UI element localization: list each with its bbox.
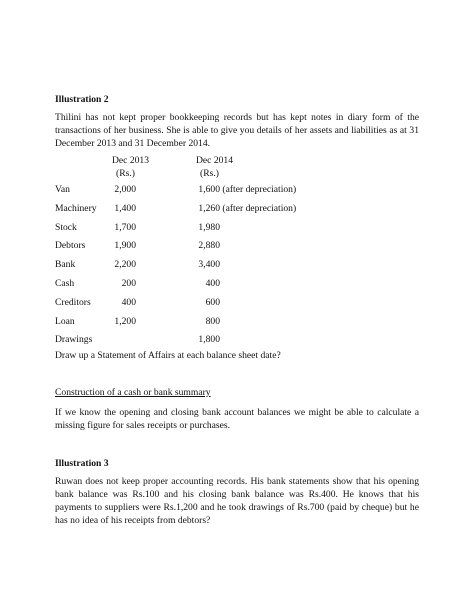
row-value-2013: 1,700: [114, 221, 136, 233]
col-2013-title: Dec 2013: [112, 155, 150, 166]
row-value-2014: 1,600: [198, 184, 220, 195]
row-value-2014-cell: [196, 184, 416, 195]
row-value-2014: 1,800: [198, 334, 220, 346]
row-label: Drawings: [55, 334, 93, 346]
col-2014-title: Dec 2014: [196, 155, 234, 166]
row-value-2013: 2,000: [114, 184, 136, 195]
row-label: Machinery: [55, 202, 97, 214]
row-value-2014-cell: [196, 259, 416, 270]
row-note: (after depreciation): [220, 184, 297, 195]
row-label: Debtors: [55, 240, 86, 252]
row-value-2014-cell: [196, 203, 416, 214]
row-value-2014: 1,260: [198, 202, 220, 214]
row-label: Bank: [55, 259, 76, 271]
table-row: [55, 259, 435, 271]
col-2013-unit: (Rs.): [116, 168, 135, 179]
table-row: [55, 297, 435, 309]
table-row: [55, 334, 435, 346]
row-value-2014: 600: [205, 296, 220, 308]
row-value-2014: 400: [205, 278, 220, 289]
row-value-2014-cell: [196, 316, 416, 327]
col-2014-header: [196, 154, 233, 180]
row-value-2014-cell: [196, 222, 416, 233]
illustration-2-intro: Thilini has not kept proper bookkeeping records but has kept notes in diary form of the transactions of her business. She is able to give you details of her assets and liabilities as at 31 December 2013 and 31 December 2014.: [55, 112, 419, 149]
row-value-2014-cell: [196, 240, 416, 251]
illustration-3-text: Ruwan does not keep proper accounting records. His bank statements show that his opening bank balance was Rs.100 and his closing bank balance was Rs.400. He knows that his payments to suppliers were Rs.1,200 and he took drawings of Rs.700 (paid by cheque) but he has no idea of his receipts from debtors?: [55, 476, 419, 526]
row-value-2013: 400: [121, 296, 136, 308]
row-value-2014: 3,400: [198, 259, 220, 271]
row-value-2013: 200: [121, 278, 136, 289]
row-label: Cash: [55, 278, 75, 289]
illustration-2-heading: Illustration 2: [55, 94, 109, 105]
row-label: Van: [55, 184, 70, 195]
table-row: [55, 203, 435, 215]
row-value-2014-cell: [196, 278, 416, 289]
row-value-2014-cell: [196, 334, 416, 345]
row-value-2014-cell: [196, 297, 416, 308]
row-value-2013: 1,200: [114, 315, 136, 327]
row-value-2013: 2,200: [114, 259, 136, 271]
table-row: [55, 240, 435, 252]
row-value-2013: 1,400: [114, 202, 136, 214]
table-row: [55, 222, 435, 234]
row-value-2013: 1,900: [114, 240, 136, 252]
illustration-3-heading: Illustration 3: [55, 458, 109, 469]
table-row: [55, 316, 435, 328]
col-2013-header: [112, 154, 149, 180]
row-note: (after depreciation): [220, 202, 297, 214]
row-value-2014: 1,980: [198, 221, 220, 233]
row-label: Creditors: [55, 296, 91, 308]
illustration-2-question: Draw up a Statement of Affairs at each balance sheet date?: [55, 350, 281, 361]
table-row: [55, 278, 435, 290]
row-label: Stock: [55, 221, 77, 233]
row-value-2014: 800: [205, 315, 220, 327]
summary-section-text: If we know the opening and closing bank account balances we might be able to calculate a missing figure for sales receipts or purchases.: [55, 407, 419, 431]
summary-section-heading: Construction of a cash or bank summary: [55, 387, 211, 398]
row-value-2014: 2,880: [198, 240, 220, 252]
table-row: [55, 184, 435, 196]
col-2014-unit: (Rs.): [200, 168, 219, 179]
row-label: Loan: [55, 315, 75, 327]
